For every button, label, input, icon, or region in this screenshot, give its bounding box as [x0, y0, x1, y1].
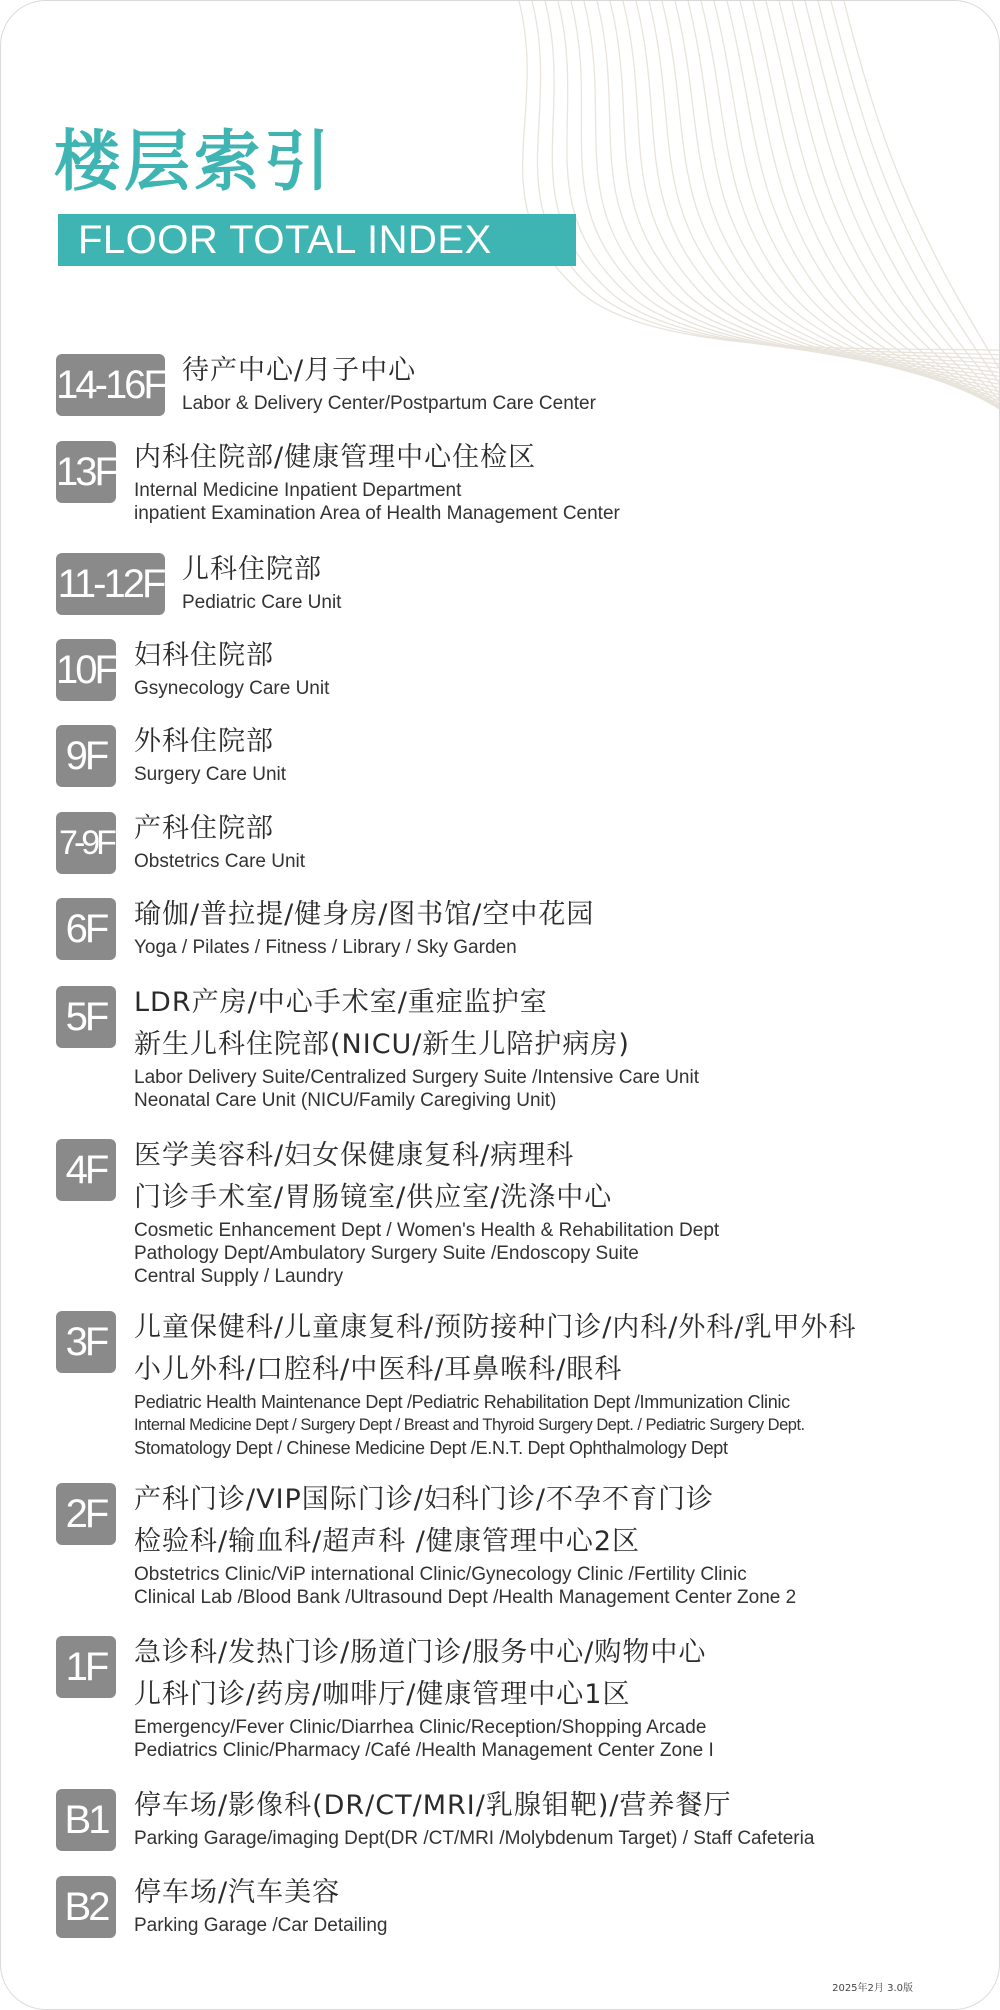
floor-en-line: Clinical Lab /Blood Bank /Ultrasound Dept /Health Management Center Zone 2 [134, 1587, 797, 1608]
floor-en-line: Pathology Dept/Ambulatory Surgery Suite /Endoscopy Suite [134, 1243, 639, 1264]
floor-directory [134, 1135, 719, 1288]
floor-directory [134, 721, 286, 786]
floor-cn-line: 产科门诊/VIP国际门诊/妇科门诊/不孕不育门诊 [134, 1484, 715, 1515]
wave-line [519, 1, 999, 361]
floor-en-line: Central Supply / Laundry [134, 1266, 344, 1287]
floor-badge: 2F [56, 1483, 116, 1545]
wave-line [779, 1, 999, 471]
floor-directory [134, 437, 620, 525]
wave-line [831, 1, 999, 471]
floor-directory [134, 1307, 856, 1460]
floor-badge: 14-16F [56, 354, 165, 416]
floor-en-line: Obstetrics Care Unit [134, 851, 306, 872]
floor-en-line: Obstetrics Clinic/ViP international Clinic/Gynecology Clinic /Fertility Clinic [134, 1564, 747, 1585]
floor-cn-line: 待产中心/月子中心 [182, 355, 417, 386]
floor-en-line: Emergency/Fever Clinic/Diarrhea Clinic/Reception/Shopping Arcade [134, 1717, 707, 1738]
floor-badge: 10F [56, 639, 116, 701]
floor-directory [134, 1479, 796, 1609]
wave-line [610, 1, 999, 403]
page-title-en: FLOOR TOTAL INDEX [58, 214, 576, 266]
floor-en-line: Pediatrics Clinic/Pharmacy /Café /Health Management Center Zone I [134, 1740, 714, 1761]
wave-line [818, 1, 999, 471]
floor-cn-line: 检验科/输血科/超声科 /健康管理中心2区 [134, 1526, 641, 1557]
wave-line [649, 1, 999, 421]
version-footer: 2025年2月 3.0版 [832, 1983, 913, 1994]
floor-badge: 7-9F [56, 812, 116, 874]
floor-en-line: Internal Medicine Dept / Surgery Dept / Breast and Thyroid Surgery Dept. / Pediatric Surgery Dept. [134, 1416, 805, 1434]
floor-directory [134, 1632, 714, 1762]
floor-en-line: Pediatric Care Unit [182, 592, 342, 613]
wave-line [623, 1, 999, 409]
wave-line [753, 1, 999, 469]
floor-directory [134, 894, 594, 959]
floor-en-line: Neonatal Care Unit (NICU/Family Caregiving Unit) [134, 1090, 557, 1111]
floor-badge: B2 [56, 1876, 116, 1938]
floor-directory [134, 808, 305, 873]
floor-en-line: Stomatology Dept / Chinese Medicine Dept /E.N.T. Dept Ophthalmology Dept [134, 1438, 728, 1458]
floor-cn-line: 医学美容科/妇女保健康复科/病理科 [134, 1140, 575, 1171]
floor-en-line: inpatient Examination Area of Health Management Center [134, 503, 620, 524]
wave-line [662, 1, 999, 427]
floor-en-line: Gsynecology Care Unit [134, 678, 330, 699]
floor-badge: 9F [56, 725, 116, 787]
wave-line [701, 1, 999, 445]
floor-en-line: Labor & Delivery Center/Postpartum Care Center [182, 393, 596, 414]
floor-badge: 13F [56, 441, 116, 503]
floor-directory [134, 635, 329, 700]
floor-badge: 5F [56, 986, 116, 1048]
floor-cn-line: 外科住院部 [134, 726, 274, 757]
floor-directory [134, 982, 699, 1112]
floor-cn-line: 儿科门诊/药房/咖啡厅/健康管理中心1区 [134, 1679, 631, 1710]
floor-en-line: Cosmetic Enhancement Dept / Women's Health & Rehabilitation Dept [134, 1220, 720, 1241]
floor-en-line: Pediatric Health Maintenance Dept /Pediatric Rehabilitation Dept /Immunization Clinic [134, 1392, 790, 1412]
floor-directory [134, 1785, 814, 1850]
floor-badge: 4F [56, 1139, 116, 1201]
wave-line [805, 1, 999, 471]
wave-line [545, 1, 999, 373]
floor-directory [182, 350, 596, 415]
floor-en-line: Parking Garage /Car Detailing [134, 1915, 388, 1936]
floor-cn-line: 产科住院部 [134, 813, 274, 844]
floor-en-line: Parking Garage/imaging Dept(DR /CT/MRI /Molybdenum Target) / Staff Cafeteria [134, 1828, 815, 1849]
floor-cn-line: 妇科住院部 [134, 640, 274, 671]
wave-line [558, 1, 999, 379]
floor-en-line: Internal Medicine Inpatient Department [134, 480, 462, 501]
floor-badge: 1F [56, 1636, 116, 1698]
floor-badge: B1 [56, 1789, 116, 1851]
floor-cn-line: 小儿外科/口腔科/中医科/耳鼻喉科/眼科 [134, 1354, 623, 1385]
floor-directory [182, 549, 341, 614]
floor-cn-line: 儿童保健科/儿童康复科/预防接种门诊/内科/外科/乳甲外科 [134, 1312, 857, 1343]
floor-directory [134, 1872, 387, 1937]
floor-cn-line: 停车场/影像科(DR/CT/MRI/乳腺钼靶)/营养餐厅 [134, 1790, 732, 1821]
floor-cn-line: 新生儿科住院部(NICU/新生儿陪护病房) [134, 1029, 630, 1060]
floor-cn-line: 内科住院部/健康管理中心住检区 [134, 442, 537, 473]
page-title-cn: 楼层索引 [54, 123, 334, 200]
floor-cn-line: 停车场/汽车美容 [134, 1877, 341, 1908]
floor-badge: 3F [56, 1311, 116, 1373]
floor-en-line: Surgery Care Unit [134, 764, 287, 785]
wave-line [844, 1, 999, 471]
floor-badge: 6F [56, 898, 116, 960]
floor-cn-line: 瑜伽/普拉提/健身房/图书馆/空中花园 [134, 899, 595, 930]
floor-cn-line: LDR产房/中心手术室/重症监护室 [134, 987, 548, 1018]
floor-cn-line: 门诊手术室/胃肠镜室/供应室/洗涤中心 [134, 1182, 613, 1213]
floor-en-line: Yoga / Pilates / Fitness / Library / Sky Garden [134, 937, 517, 958]
floor-cn-line: 急诊科/发热门诊/肠道门诊/服务中心/购物中心 [134, 1637, 707, 1668]
floor-cn-line: 儿科住院部 [182, 554, 322, 585]
wave-line [740, 1, 999, 463]
floor-en-line: Labor Delivery Suite/Centralized Surgery Suite /Intensive Care Unit [134, 1067, 699, 1088]
floor-badge: 11-12F [56, 553, 165, 615]
